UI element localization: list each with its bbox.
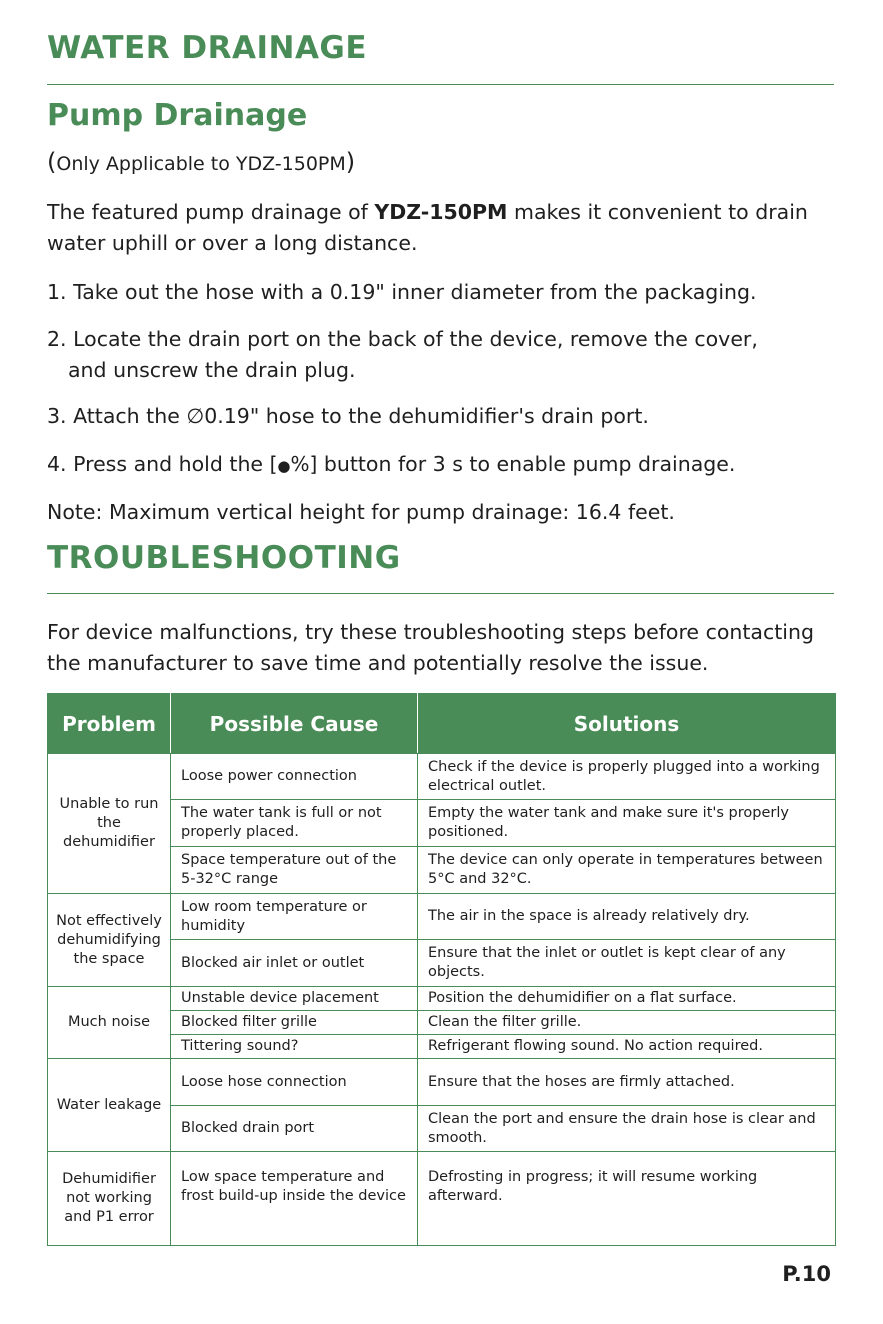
pump-note: Note: Maximum vertical height for pump drainage: 16.4 feet. bbox=[47, 500, 675, 524]
problem-cell: Unable to run the dehumidifier bbox=[48, 754, 171, 894]
step-3: 3. Attach the ∅0.19" hose to the dehumidifier's drain port. bbox=[47, 404, 649, 428]
step-2: 2. Locate the drain port on the back of the device, remove the cover, and unscrew the drain plug. bbox=[47, 327, 758, 382]
header-possible-cause: Possible Cause bbox=[171, 694, 418, 754]
solution-cell: Ensure that the hoses are firmly attached. bbox=[418, 1059, 836, 1106]
step-4: 4. Press and hold the [●%] button for 3 s to enable pump drainage. bbox=[47, 452, 736, 476]
header-problem: Problem bbox=[48, 694, 171, 754]
solution-cell: The device can only operate in temperatures between 5°C and 32°C. bbox=[418, 847, 836, 894]
problem-cell: Much noise bbox=[48, 987, 171, 1059]
applicability-text: Only Applicable to YDZ-150PM bbox=[56, 153, 346, 175]
table-row bbox=[48, 1152, 836, 1246]
table-row bbox=[48, 754, 836, 800]
solution-cell: Position the dehumidifier on a flat surface. bbox=[418, 987, 836, 1011]
solution-cell: Defrosting in progress; it will resume working afterward. bbox=[418, 1152, 836, 1246]
step-1: 1. Take out the hose with a 0.19" inner diameter from the packaging. bbox=[47, 280, 757, 304]
cause-cell: Low space temperature and frost build-up inside the device bbox=[171, 1152, 418, 1246]
cause-cell: Loose power connection bbox=[171, 754, 418, 800]
problem-cell: Not effectively dehumidifying the space bbox=[48, 894, 171, 987]
solution-cell: Check if the device is properly plugged into a working electrical outlet. bbox=[418, 754, 836, 800]
water-drop-icon: ● bbox=[277, 457, 291, 475]
cause-cell: Blocked drain port bbox=[171, 1106, 418, 1152]
solution-cell: Empty the water tank and make sure it's properly positioned. bbox=[418, 800, 836, 847]
section-title-troubleshooting: TROUBLESHOOTING bbox=[47, 540, 401, 576]
problem-cell: Dehumidifier not working and P1 error bbox=[48, 1152, 171, 1246]
cause-cell: Low room temperature or humidity bbox=[171, 894, 418, 940]
cause-cell: The water tank is full or not properly placed. bbox=[171, 800, 418, 847]
solution-cell: The air in the space is already relatively dry. bbox=[418, 894, 836, 940]
cause-cell: Loose hose connection bbox=[171, 1059, 418, 1106]
table-row bbox=[48, 1059, 836, 1106]
cause-cell: Blocked filter grille bbox=[171, 1011, 418, 1035]
solution-cell: Refrigerant flowing sound. No action required. bbox=[418, 1035, 836, 1059]
table-row bbox=[48, 894, 836, 940]
cause-cell: Tittering sound? bbox=[171, 1035, 418, 1059]
solution-cell: Clean the filter grille. bbox=[418, 1011, 836, 1035]
table-row bbox=[48, 987, 836, 1011]
subsection-title-pump-drainage: Pump Drainage bbox=[47, 98, 308, 133]
title-divider bbox=[47, 84, 834, 85]
pump-intro: The featured pump drainage of YDZ-150PM makes it convenient to drain water uphill or over a long distance. bbox=[47, 200, 808, 255]
solution-cell: Ensure that the inlet or outlet is kept clear of any objects. bbox=[418, 940, 836, 987]
model-name: YDZ-150PM bbox=[374, 200, 508, 224]
applicability-note: (Only Applicable to YDZ-150PM) bbox=[47, 148, 356, 176]
page-number: P.10 bbox=[782, 1262, 831, 1286]
table-header-row bbox=[48, 694, 836, 754]
section-title-water-drainage: WATER DRAINAGE bbox=[47, 30, 368, 66]
header-solutions: Solutions bbox=[418, 694, 836, 754]
cause-cell: Blocked air inlet or outlet bbox=[171, 940, 418, 987]
troubleshooting-table bbox=[47, 693, 836, 1246]
problem-cell: Water leakage bbox=[48, 1059, 171, 1152]
humidity-button-symbol: [●%] bbox=[269, 452, 318, 476]
solution-cell: Clean the port and ensure the drain hose is clear and smooth. bbox=[418, 1106, 836, 1152]
cause-cell: Unstable device placement bbox=[171, 987, 418, 1011]
troubleshooting-intro: For device malfunctions, try these troubleshooting steps before contacting the manufacturer to save time and potentially resolve the issue. bbox=[47, 620, 814, 675]
troubleshooting-divider bbox=[47, 593, 834, 594]
cause-cell: Space temperature out of the 5-32°C range bbox=[171, 847, 418, 894]
diameter-symbol: ∅ bbox=[186, 404, 205, 428]
